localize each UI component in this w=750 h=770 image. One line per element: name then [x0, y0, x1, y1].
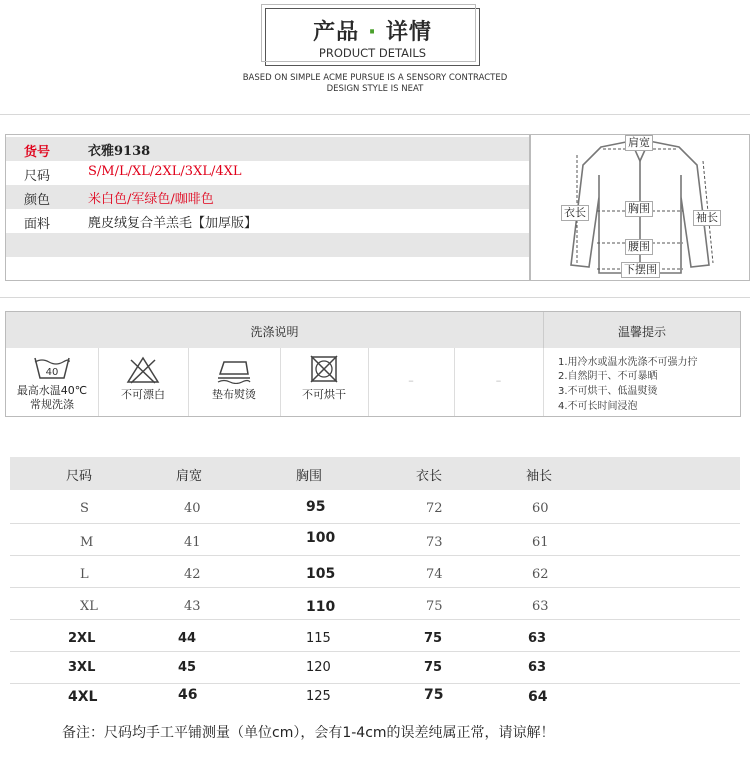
page-title	[266, 15, 479, 46]
cell-size: 4XL	[68, 689, 98, 705]
wash-title: 洗涤说明	[250, 325, 299, 339]
product-info-table	[5, 134, 530, 281]
subtitle-line-2: DESIGN STYLE IS NEAT	[326, 84, 424, 94]
divider	[0, 297, 750, 298]
cell-length: 75	[424, 687, 444, 703]
tip-item: 4.不可长时间浸泡	[558, 401, 638, 412]
tip-item: 3.不可烘干、低温熨烫	[558, 386, 658, 397]
subtitle-line-1: BASED ON SIMPLE ACME PURSUE IS A SENSORY CONTRACTED	[242, 73, 508, 83]
table-row	[10, 620, 740, 652]
info-row-empty	[6, 233, 529, 257]
info-row-item-no	[6, 137, 529, 161]
cell-sleeve: 62	[532, 567, 549, 582]
col-header-sleeve: 袖长	[526, 469, 553, 484]
info-row-size	[6, 161, 529, 185]
no-bleach-icon	[126, 356, 160, 384]
cell-sleeve: 63	[528, 660, 547, 675]
cell-chest: 105	[306, 566, 336, 582]
cell-size: 3XL	[68, 660, 96, 675]
table-row	[10, 684, 740, 715]
title-box	[265, 8, 480, 66]
cell-shoulder: 41	[184, 535, 201, 550]
measurement-note: 备注：尺码均手工平铺测量（单位cm），会有1-4cm的误差纯属正常，请谅解！	[62, 725, 555, 741]
wash-instructions-table	[5, 311, 741, 417]
page-title-en: PRODUCT DETAILS	[318, 46, 427, 60]
wash-caption: 最高水温40℃	[16, 384, 88, 397]
wash-caption: 常规洗涤	[30, 398, 74, 411]
col-header-length: 衣长	[416, 469, 443, 484]
wash-caption: 不可漂白	[121, 388, 165, 401]
info-value: 衣雅9138	[88, 144, 151, 159]
wash-caption: 垫布熨烫	[212, 388, 256, 401]
size-table-header	[10, 457, 740, 490]
diagram-label-length: 衣长	[561, 205, 589, 221]
cell-size: XL	[80, 599, 98, 614]
empty-dash: –	[495, 374, 502, 387]
cell-chest: 125	[306, 689, 331, 704]
cell-chest: 110	[306, 599, 336, 615]
title-part-2: 详情	[385, 20, 432, 45]
cell-size: S	[80, 501, 89, 516]
diagram-label-shoulder: 肩宽	[625, 135, 653, 151]
cell-length: 75	[426, 599, 443, 614]
wash-caption: 不可烘干	[302, 388, 346, 401]
cell-sleeve: 61	[532, 535, 549, 550]
wash-cell-iron	[188, 348, 281, 416]
cell-sleeve: 63	[532, 599, 549, 614]
info-value: 麂皮绒复合羊羔毛【加厚版】	[88, 216, 258, 231]
tip-item: 2.自然阴干、不可暴晒	[558, 371, 658, 382]
wash-cell-no-dry	[280, 348, 369, 416]
cell-shoulder: 44	[178, 631, 197, 646]
cell-size: L	[80, 567, 89, 582]
wash-40-icon	[32, 354, 72, 382]
cell-shoulder: 45	[178, 660, 197, 675]
subtitle	[0, 73, 750, 95]
cell-length: 75	[424, 631, 443, 646]
info-value: 米白色/军绿色/咖啡色	[88, 192, 214, 207]
cell-sleeve: 64	[528, 689, 548, 705]
diagram-label-hem: 下摆围	[621, 262, 660, 278]
info-value: S/M/L/XL/2XL/3XL/4XL	[88, 164, 242, 179]
wash-cell-40	[6, 348, 99, 416]
table-row	[10, 588, 740, 620]
cell-size: M	[80, 535, 94, 550]
divider	[0, 114, 750, 115]
wash-cell-empty	[454, 348, 544, 416]
cell-length: 72	[426, 501, 443, 516]
table-row	[10, 492, 740, 524]
tips-title: 温馨提示	[617, 325, 666, 339]
cell-length: 74	[426, 567, 443, 582]
info-label: 颜色	[24, 193, 51, 208]
cell-shoulder: 43	[184, 599, 201, 614]
col-header-size: 尺码	[66, 469, 93, 484]
diagram-label-waist: 腰围	[625, 239, 653, 255]
cell-size: 2XL	[68, 631, 96, 646]
wash-temp-label: 40	[45, 367, 59, 378]
table-row	[10, 524, 740, 556]
iron-with-cloth-icon	[216, 356, 252, 384]
info-row-fabric	[6, 209, 529, 233]
col-header-shoulder: 肩宽	[176, 469, 203, 484]
info-label: 尺码	[24, 169, 51, 184]
title-dot: ·	[367, 20, 378, 45]
cell-length: 73	[426, 535, 443, 550]
cell-shoulder: 46	[178, 687, 198, 703]
no-tumble-dry-icon	[309, 354, 339, 384]
cell-sleeve: 63	[528, 631, 547, 646]
cell-length: 75	[424, 660, 443, 675]
table-row	[10, 652, 740, 684]
diagram-label-chest: 胸围	[625, 201, 653, 217]
cell-chest: 95	[306, 499, 326, 515]
empty-dash: –	[408, 374, 414, 387]
diagram-label-sleeve: 袖长	[693, 210, 721, 226]
info-row-color	[6, 185, 529, 209]
cell-chest: 115	[306, 631, 331, 646]
tips-header	[544, 312, 740, 348]
title-part-1: 产品	[313, 20, 360, 45]
info-label: 面料	[24, 217, 51, 232]
cell-shoulder: 40	[184, 501, 201, 516]
wash-header	[6, 312, 544, 348]
garment-measure-diagram	[530, 134, 750, 281]
cell-chest: 120	[306, 660, 331, 675]
col-header-chest: 胸围	[296, 469, 323, 484]
cell-sleeve: 60	[532, 501, 549, 516]
cell-shoulder: 42	[184, 567, 201, 582]
table-row	[10, 556, 740, 588]
wash-cell-empty	[368, 348, 455, 416]
cell-chest: 100	[306, 530, 336, 546]
tip-item: 1.用冷水或温水洗涤不可强力拧	[558, 357, 698, 368]
info-label: 货号	[24, 145, 51, 160]
wash-cell-no-bleach	[98, 348, 189, 416]
